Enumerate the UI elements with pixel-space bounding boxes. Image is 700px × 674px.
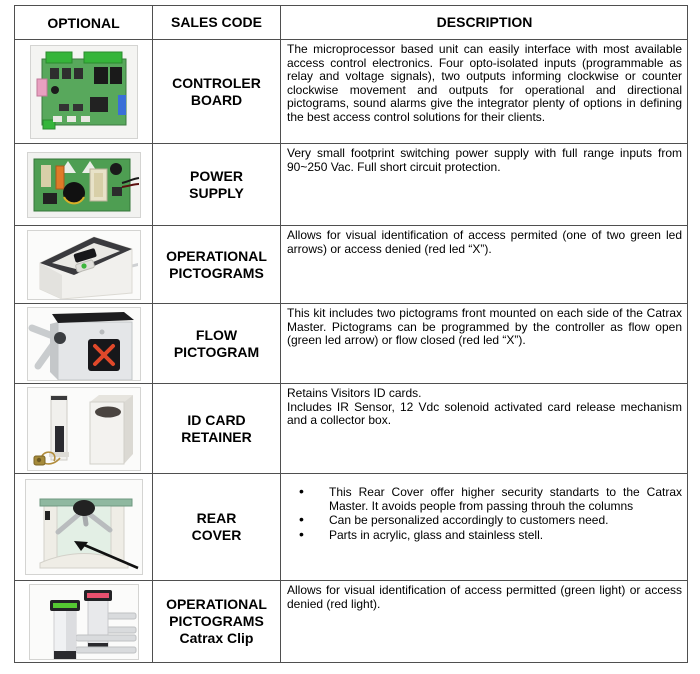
operational-pictograms-photo [27, 230, 141, 300]
sales-code-line: POWER [190, 167, 243, 184]
row-power-supply [15, 144, 687, 226]
photo-cell [15, 144, 153, 225]
description-text: Allows for visual identification of access permitted (green light) or access denied (red light). [287, 583, 682, 611]
description-text: Allows for visual identification of access permited (one of two green led arrows) or access denied (red led “X”). [287, 228, 682, 256]
description-cell [281, 40, 687, 143]
sales-code-line: BOARD [190, 91, 243, 108]
header-sales-code: SALES CODE [153, 6, 281, 39]
sales-code-cell [153, 384, 281, 473]
sales-code-cell [153, 226, 281, 303]
sales-code-line: SUPPLY [189, 184, 244, 201]
description-text: Includes IR Sensor, 12 Vdc solenoid activated card release mechanism and a collector box. [287, 399, 682, 428]
sales-code-line: Catrax Clip [179, 630, 254, 646]
sales-code-line: OPERATIONAL [166, 247, 267, 264]
product-options-table [14, 5, 688, 663]
row-flow-pictogram [15, 304, 687, 384]
sales-code-line: COVER [191, 527, 242, 543]
row-controller-board [15, 40, 687, 144]
sales-code-line: PICTOGRAM [173, 343, 260, 360]
sales-code-line: PICTOGRAMS [169, 264, 264, 281]
description-text: This kit includes two pictograms front mounted on each side of the Catrax Master. Pictograms can be programmed by the controller as flow open (green led arrow) or flow closed (red led “X”). [287, 306, 682, 348]
description-cell [281, 144, 687, 225]
photo-cell [15, 581, 153, 662]
controller-board-photo [30, 45, 138, 139]
sales-code-cell [153, 581, 281, 662]
row-operational-pictograms [15, 226, 687, 304]
sales-code-cell [153, 144, 281, 225]
sales-code-line: CONTROLER [172, 74, 261, 91]
sales-code-line: FLOW [195, 326, 238, 343]
bullet-item: • This Rear Cover offer higher security standarts to the Catrax Master. It avoids people from passing throuh the columns [297, 486, 682, 513]
sales-code-line: ID CARD [187, 411, 246, 428]
sales-code-cell [153, 474, 281, 580]
description-text: Retains Visitors ID cards. [287, 386, 422, 400]
sales-code-cell [153, 40, 281, 143]
sales-code-line: REAR [196, 510, 237, 526]
power-supply-photo [27, 152, 141, 218]
bullet-list [287, 486, 682, 542]
description-text: Very small footprint switching power supply with full range inputs from 90~250 Vac. Full short circuit protection. [287, 146, 682, 174]
photo-cell [15, 384, 153, 473]
photo-cell [15, 474, 153, 580]
sales-code-line: OPERATIONAL [166, 596, 267, 612]
sales-code-line: RETAINER [181, 428, 252, 445]
bullet-item: • Parts in acrylic, glass and stainless stell. [297, 529, 682, 543]
photo-cell [15, 40, 153, 143]
id-card-retainer-photo [27, 387, 141, 471]
row-catrax-clip [15, 581, 687, 662]
description-cell [281, 304, 687, 383]
catrax-clip-photo [29, 584, 139, 660]
photo-cell [15, 304, 153, 383]
row-id-card-retainer [15, 384, 687, 474]
header-description: DESCRIPTION [436, 13, 533, 30]
header-optional: OPTIONAL [15, 6, 153, 39]
description-cell [281, 226, 687, 303]
sales-code-line: PICTOGRAMS [169, 613, 264, 629]
sales-code-cell [153, 304, 281, 383]
description-cell [281, 474, 687, 580]
bullet-item: • Can be personalized accordingly to customers need. [297, 514, 682, 528]
flow-pictogram-photo [27, 307, 141, 381]
rear-cover-photo [25, 479, 143, 575]
photo-cell [15, 226, 153, 303]
row-rear-cover [15, 474, 687, 581]
header-row [15, 6, 687, 40]
description-cell [281, 581, 687, 662]
description-text: The microprocessor based unit can easily interface with most available access control electronics. Four opto-isolated inputs (programmable as relay and voltage signals), two outputs informing clockwise or counter clockwise movement and outputs for operational and directional pictograms, sound alarms give the integrator plenty of options in defining the best access control solutions for their clients. [287, 42, 682, 124]
description-cell [281, 384, 687, 473]
